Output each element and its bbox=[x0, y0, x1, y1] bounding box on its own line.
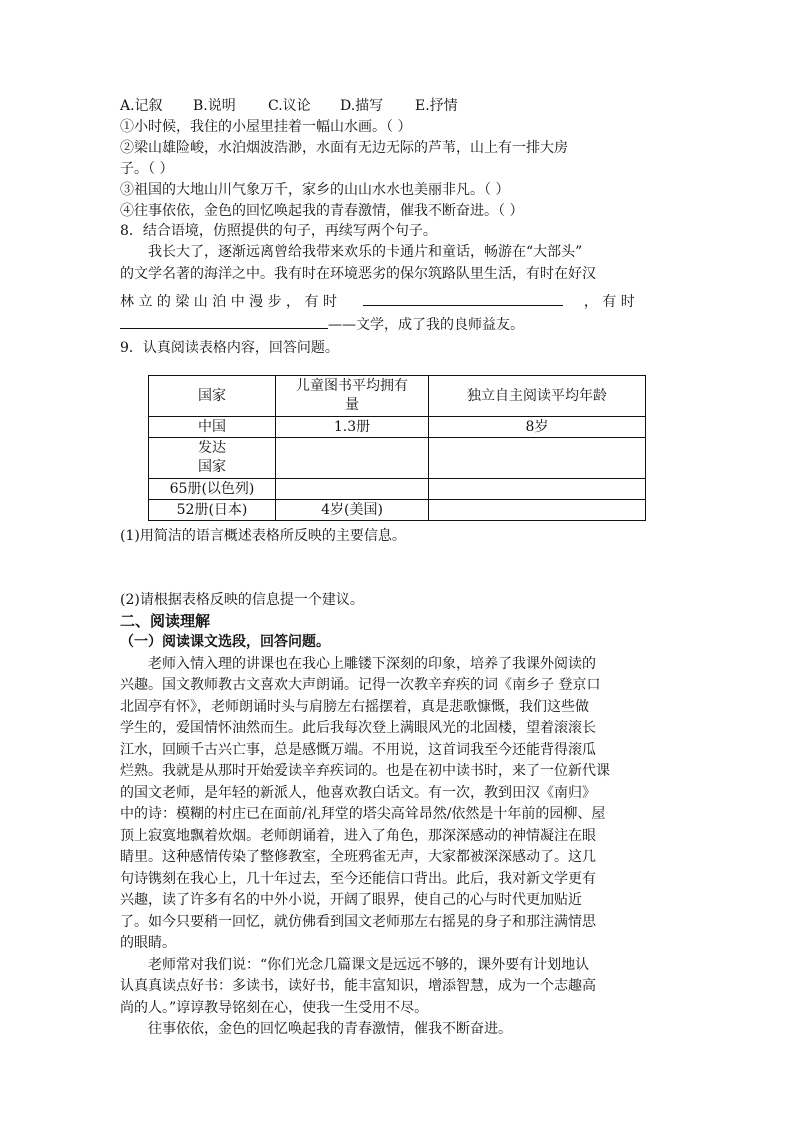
passage-line: 兴趣。国文教师教古文喜欢大声朗诵。记得一次教辛弃疾的词《南乡子 登京口 bbox=[120, 677, 601, 693]
passage-line: 学生的，爱国情怀油然而生。此后我每次登上满眼风光的北固楼，望着滚滚长 bbox=[120, 720, 596, 736]
passage-line: 兴趣，读了许多有名的中外小说，开阔了眼界，使自己的心与时代更加贴近 bbox=[120, 892, 582, 908]
table-cell[interactable] bbox=[429, 500, 646, 521]
q9-title: 9．认真阅读表格内容，回答问题。 bbox=[120, 340, 339, 356]
passage-line: 顶上寂寞地飘着炊烟。老师朗诵着，进入了角色，那深深感动的神情凝注在眼 bbox=[120, 828, 596, 844]
table-cell: 52册(日本) bbox=[149, 500, 276, 521]
table-header-cell: 国家 bbox=[149, 376, 276, 417]
passage-line: 老师常对我们说：“你们光念几篇课文是远远不够的，课外要有计划地认 bbox=[148, 957, 590, 973]
q8-line-3-start: 林 立 的 梁 山 泊 中 漫 步 ， 有 时 bbox=[120, 294, 337, 310]
section-title: 二、阅读理解 bbox=[120, 612, 211, 630]
passage-line: 睛里。这种感情传染了整修教室，全班鸦雀无声，大家都被深深感动了。这几 bbox=[120, 849, 596, 865]
q8-line-1: 我长大了，逐渐远离曾给我带来欢乐的卡通片和童话，畅游在“大部头” bbox=[148, 244, 583, 260]
passage-line: 的眼睛。 bbox=[120, 935, 176, 951]
q8-line-3-end: ， 有 时 bbox=[583, 294, 635, 310]
section-sub-title: （一）阅读课文选段，回答问题。 bbox=[120, 634, 330, 650]
q9-sub-1: (1)用简洁的语言概述表格所反映的主要信息。 bbox=[120, 528, 406, 544]
table-row bbox=[149, 479, 646, 500]
q8-line-2: 的文学名著的海洋之中。我有时在环境恶劣的保尔筑路队里生活，有时在好汉 bbox=[120, 266, 596, 282]
passage-line: 往事依依，金色的回忆唤起我的青春激情，催我不断奋进。 bbox=[148, 1021, 512, 1037]
q8-line-3 bbox=[120, 291, 635, 312]
table-cell: 4岁(美国) bbox=[276, 500, 429, 521]
q7-item-2: ②梁山雄险峻，水泊烟波浩渺，水面有无边无际的芦苇，山上有一排大房 bbox=[120, 140, 568, 156]
q7-item-1: ①小时候，我住的小屋里挂着一幅山水画。（ ） bbox=[120, 119, 412, 135]
passage-line: 北固亭有怀》，老师朗诵时头与肩膀左右摇摆着，真是悲歌慷慨，我们这些做 bbox=[120, 699, 589, 715]
q8-line-4 bbox=[120, 314, 524, 335]
option-e: E.抒情 bbox=[415, 98, 458, 114]
q9-sub-2: (2)请根据表格反映的信息提一个建议。 bbox=[120, 592, 364, 608]
q8-title: 8．结合语境，仿照提供的句子，再续写两个句子。 bbox=[120, 223, 437, 239]
data-table bbox=[148, 375, 646, 521]
q7-item-3: ③祖国的大地山川气象万千，家乡的山山水水也美丽非凡。（ ） bbox=[120, 182, 510, 198]
table-row bbox=[149, 438, 646, 479]
passage-line: 的国文老师，是年轻的新派人，他喜欢教白话文。有一次，教到田汉《南归》 bbox=[120, 785, 596, 801]
option-b: B.说明 bbox=[193, 98, 236, 114]
table-row bbox=[149, 500, 646, 521]
q8-answer-blank-1[interactable] bbox=[363, 291, 563, 306]
passage-line: 尚的人。”谆谆教导铭刻在心，使我一生受用不尽。 bbox=[120, 1000, 429, 1016]
table-cell: 1.3册 bbox=[276, 417, 429, 438]
table-cell[interactable] bbox=[276, 479, 429, 500]
passage-line: 认真真读点好书：多读书，读好书，能丰富知识，增添智慧，成为一个志趣高 bbox=[120, 978, 596, 994]
q8-line-4-end: ——文学，成了我的良师益友。 bbox=[328, 317, 524, 333]
table-cell: 中国 bbox=[149, 417, 276, 438]
passage-line: 中的诗：模糊的村庄已在面前/礼拜堂的塔尖高耸昂然/依然是十年前的园柳、屋 bbox=[120, 806, 606, 822]
table-cell[interactable] bbox=[276, 438, 429, 479]
table-header-row bbox=[149, 376, 646, 417]
q7-item-2-cont: 子。（ ） bbox=[120, 161, 174, 177]
table-cell: 65册(以色列) bbox=[149, 479, 276, 500]
q7-item-4: ④往事依依，金色的回忆唤起我的青春激情，催我不断奋进。（ ） bbox=[120, 203, 524, 219]
table-header-cell: 儿童图书平均拥有 量 bbox=[276, 376, 429, 417]
option-a: A.记叙 bbox=[120, 98, 163, 114]
passage-line: 老师入情入理的讲课也在我心上雕镂下深刻的印象，培养了我课外阅读的 bbox=[148, 656, 596, 672]
passage-line: 江水，回顾千古兴亡事，总是感慨万端。不用说，这首词我至今还能背得滚瓜 bbox=[120, 742, 596, 758]
option-c: C.议论 bbox=[268, 98, 311, 114]
table-cell: 发达 国家 bbox=[149, 438, 276, 479]
passage-line: 了。如今只要稍一回忆，就仿佛看到国文老师那左右摇晃的身子和那注满情思 bbox=[120, 914, 596, 930]
passage-line: 句诗镌刻在我心上，几十年过去，至今还能信口背出。此后，我对新文学更有 bbox=[120, 871, 596, 887]
q8-answer-blank-2[interactable] bbox=[120, 314, 328, 329]
passage-line: 烂熟。我就是从那时开始爱读辛弃疾词的。也是在初中读书时，来了一位新代课 bbox=[120, 763, 610, 779]
table-cell[interactable] bbox=[429, 438, 646, 479]
q7-options bbox=[120, 96, 458, 116]
table-header-cell: 独立自主阅读平均年龄 bbox=[429, 376, 646, 417]
table-row bbox=[149, 417, 646, 438]
table-cell[interactable] bbox=[429, 479, 646, 500]
option-d: D.描写 bbox=[340, 98, 384, 114]
table-cell: 8岁 bbox=[429, 417, 646, 438]
